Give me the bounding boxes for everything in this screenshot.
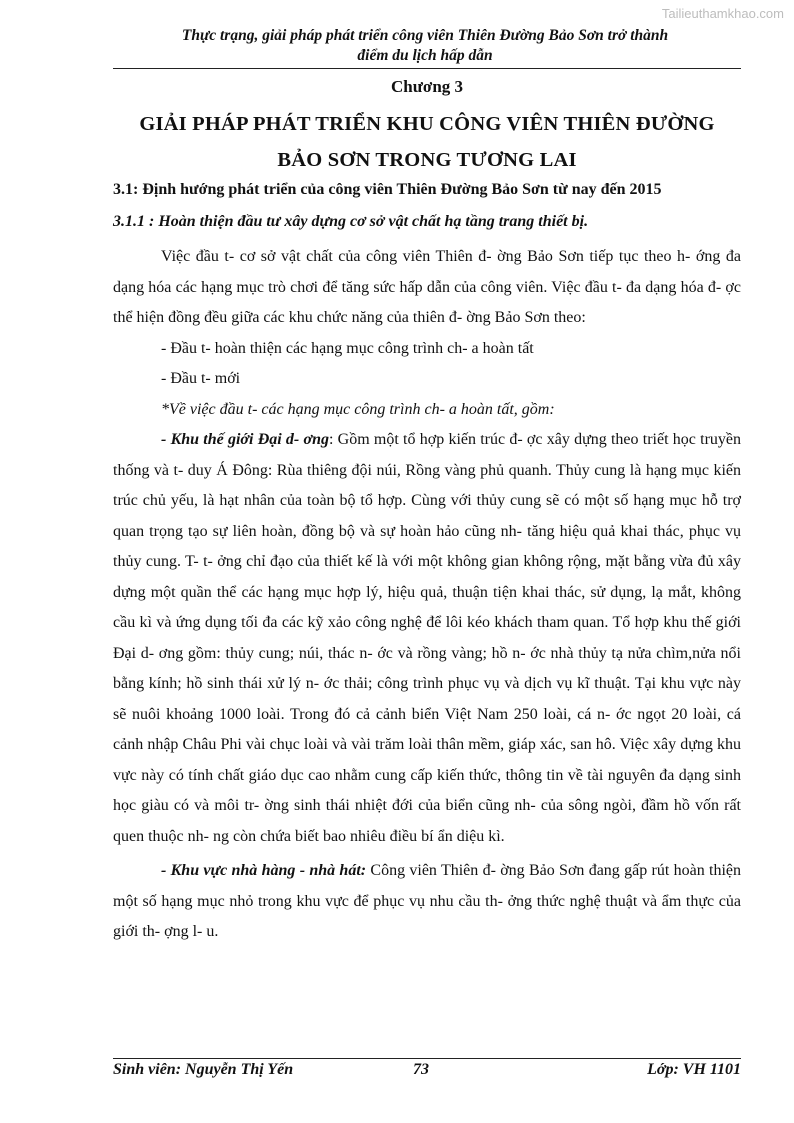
page-number: 73: [413, 1061, 429, 1078]
watermark: Tailieuthamkhao.com: [661, 6, 784, 21]
header-line-2: điểm du lịch hấp dẫn: [357, 47, 493, 64]
footer-divider: [113, 1058, 741, 1059]
restaurant-theatre-text: Công viên Thiên đ- ờng Bảo Sơn đang gấp rút hoàn thiện một số hạng mục nhỏ trong khu vực để phục vụ nhu cầu th- ởng thức nghệ thuật và ẩm thực của giới th- ợng l- u.: [113, 862, 741, 940]
paragraph-ocean-world: [113, 425, 741, 852]
section-heading-3-1: 3.1: Định hướng phát triển của công viên Thiên Đường Bảo Sơn từ nay đến 2015: [113, 181, 662, 198]
chapter-label: Chương 3: [390, 77, 464, 96]
chapter-title-line-1: GIẢI PHÁP PHÁT TRIỂN KHU CÔNG VIÊN THIÊN ĐƯỜNG: [139, 113, 715, 135]
chapter-title-line-2: BẢO SƠN TRONG TƯƠNG LAI: [277, 149, 577, 171]
paragraph-intro: Việc đầu t- cơ sở vật chất của công viên Thiên đ- ờng Bảo Sơn tiếp tục theo h- ớng đa dạng hóa các hạng mục trò chơi để tăng sức hấp dẫn của công viên. Việc đầu t- đa dạng hóa đ- ợc thể hiện đồng đều giữa các khu chức năng của thiên đ- ờng Bảo Sơn theo:: [113, 248, 741, 326]
restaurant-theatre-lead: - Khu vực nhà hàng - nhà hát:: [161, 862, 367, 879]
body-text: [113, 242, 741, 948]
italic-subheading: *Về việc đầu t- các hạng mục công trình ch- a hoàn tất, gồm:: [161, 400, 555, 418]
chapter-title: [113, 106, 741, 178]
header-divider: [113, 68, 741, 69]
section-heading-3-1-1: 3.1.1 : Hoàn thiện đầu tư xây dựng cơ sở vật chất hạ tầng trang thiết bị.: [113, 213, 589, 230]
page-footer: [113, 1061, 741, 1083]
bullet-item-2: - Đầu t- mới: [161, 370, 241, 387]
header-line-1: Thực trạng, giải pháp phát triển công viên Thiên Đường Bảo Sơn trở thành: [181, 27, 669, 44]
footer-class: Lớp: VH 1101: [647, 1061, 741, 1078]
ocean-world-lead: - Khu thế giới Đại d- ơng: [161, 431, 329, 448]
paragraph-restaurant-theatre: [113, 856, 741, 948]
ocean-world-text: : Gồm một tổ hợp kiến trúc đ- ợc xây dựng theo triết học truyền thống và t- duy Á Đông: Rùa thiêng đội núi, Rồng vàng phủ quanh. Thủy cung là hạng mục kiến trúc chủ yếu, là hạt nhân của toàn bộ tổ hợp. Cùng với thủy cung sẽ có một số hạng mục hỗ trợ quan trọng tạo sự liên hoàn, đồng bộ và sự hoàn hảo cũng nh- tăng hiệu quả khai thác, phục vụ thủy cung. T- t- ởng chỉ đạo của thiết kế là với một không gian không rộng, mặt bằng vừa đủ xây dựng một quần thể các hạng mục hợp lý, hiệu quả, thuận tiện khai thác, sử dụng, lạ mắt, không cầu kì và ứng dụng tối đa các kỹ xảo công nghệ để lôi kéo khách tham quan. Tổ hợp khu thế giới Đại d- ơng gồm: thủy cung; núi, thác n- ớc và rồng vàng; hồ n- ớc nhà thủy tạ nửa chìm,nửa nổi bằng kính; hồ sinh thái xử lý n- ớc thải; công trình phục vụ và dịch vụ kĩ thuật. Tại khu vực này sẽ nuôi khoảng 1000 loài. Trong đó cả cảnh biển Việt Nam 250 loài, cá n- ớc ngọt 20 loài, cá cảnh nhập Châu Phi vài chục loài và vài trăm loài thân mềm, giáp xác, san hô. Việc xây dựng khu vực này có tính chất giáo dục cao nhằm cung cấp kiến thức, thông tin về tài nguyên đa dạng sinh học giàu có và môi tr- ờng sinh thái nhiệt đới của biển cũng nh- của sông ngòi, đầm hồ vốn rất quen thuộc nh- ng còn chứa biết bao nhiêu điều bí ẩn diệu kì.: [113, 431, 741, 845]
bullet-item-1: - Đầu t- hoàn thiện các hạng mục công trình ch- a hoàn tất: [161, 339, 534, 357]
footer-student: Sinh viên: Nguyễn Thị Yến: [113, 1061, 294, 1078]
running-header: [110, 26, 740, 66]
